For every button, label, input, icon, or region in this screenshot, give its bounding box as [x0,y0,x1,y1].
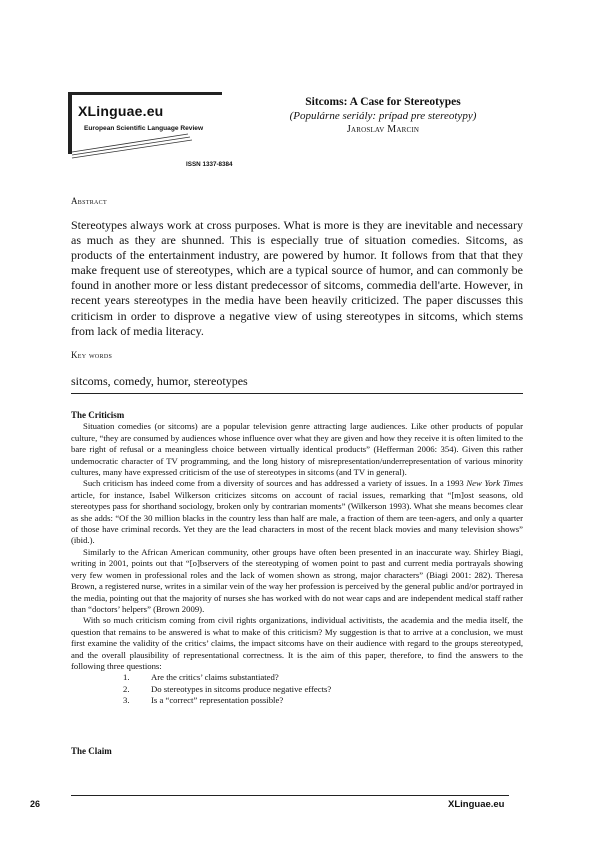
section-divider [71,393,523,394]
logo-issn: ISSN 1337-8384 [186,161,233,168]
journal-logo [68,92,248,174]
list-item-text: Are the critics’ claims substantiated? [151,672,279,683]
article-title: Sitcoms: A Case for Stereotypes [305,96,461,108]
article-header [258,95,508,137]
list-item-number: 1. [123,672,130,683]
footer-divider [71,795,509,796]
keywords-text: sitcoms, comedy, humor, stereotypes [71,374,248,388]
paragraph-4: With so much criticism coming from civil rights organizations, individual activitists, the academia and the media itself, the question that remains to be answered is what to make of this criticism? My suggestion is that to arrive at a conclusion, we must first examine the validity of the critics’ claims, the impact sitcoms have on their audience with regard to the groups stereotyped, and the overall plausibility of representational correctness. It is the aim of this paper, therefore, to find the answers to the following three questions: [71,615,523,671]
footer-site: XLinguae.eu [448,799,505,810]
paragraph-2-part-b: article, for instance, Isabel Wilkerson criticizes sitcoms on account of racial issues, remarking that “[m]ost seasons, old stereotypes pass for shorthand sociology, broken only by contrarian moments” (Wilkerson 1993). What she means becomes clear as she adds: “Of the 30 million blacks in the country less than half are male, a fraction of them are teen-agers, and only a quarter of those have criminal records. Yet they are the lead characters in most of the recent black movies and many television shows” (ibid.). [71,489,523,546]
abstract-heading: Abstract [71,196,107,206]
article-subtitle: (Populárne seriály: prípad pre stereotypy) [289,110,477,122]
list-item [71,672,523,683]
list-item [71,695,523,706]
paragraph-2-part-a: Such criticism has indeed come from a diversity of sources and has addressed a variety of issues. In a 1993 [83,478,467,489]
section-heading-criticism: The Criticism [71,410,125,420]
list-item-number: 2. [123,683,130,694]
section-criticism [71,410,523,707]
list-item-text: Do stereotypes in sitcoms produce negative effects? [151,683,332,694]
question-list [71,672,523,706]
abstract-text: Stereotypes always work at cross purposes. What is more is they are inevitable and necessary as much as they are shunned. This is especially true of situation comedies. Sitcoms, as products of the entertainment industry, are powered by humor. It follows from that that they make frequent use of stereotypes, which are a typical source of humor, and can commonly be found in another more or less distant predecessor of sitcoms, commedia dell'arte. However, in recent years stereotypes in the media have been heavily criticized. The paper discusses this criticism in order to disprove a negative view of using stereotypes in sitcoms, which stems from lack of media literacy. [71,218,523,338]
logo-subtitle: European Scientific Language Review [84,125,204,132]
list-item-number: 3. [123,695,130,706]
keywords-heading: Key words [71,350,113,360]
page-number: 26 [30,799,41,809]
section-heading-claim: The Claim [71,746,112,756]
list-item-text: Is a “correct” representation possible? [151,695,284,706]
paragraph-3: Similarly to the African American community, other groups have often been presented in an inaccurate way. Shirley Biagi, writing in 2001, points out that “[o]bservers of the stereotyping of women point to past and current media portrayals showing very few women in professional roles and the lack of women shown as strong, major characters” (Biagi 2001: 282). Theresa Brown, a registered nurse, writes in a similar vein of the way her profession is perceived by the general public and/or portrayed in the media, pointing out that the majority of nurses she has worked with do not wear caps and are independent medical staff rather than “doctors’ helpers” (Brown 2009). [71,546,523,614]
newspaper-title: New York Times [466,478,523,489]
logo-name: XLinguae.eu [78,103,164,119]
paragraph-1: Situation comedies (or sitcoms) are a popular television genre attracting large audiences. Like other products of popular culture, “they are consumed by audiences whose influence over what they are given and how they receive it is often limited to the bare right of refusal or a meaningless choice between virtually identical products” (Hefferman 2006: 354). Given this rather undemocratic character of TV programming, and the long history of misrepresentation/underrepresentation of various minority cultures, many have expressed criticism of the use of stereotypes in sitcoms (and TV in general). [71,421,523,478]
list-item [71,684,523,695]
article-author: Jaroslav Marcin [346,124,420,135]
paragraph-2 [71,478,523,546]
